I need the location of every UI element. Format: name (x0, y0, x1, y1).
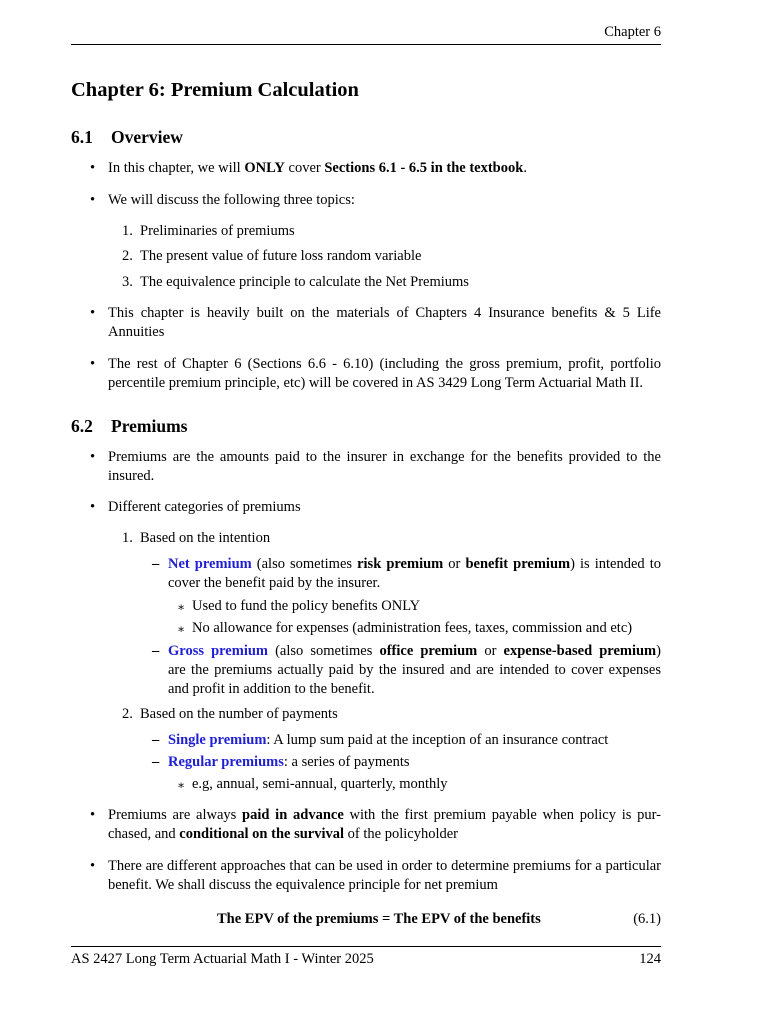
list-item: The present value of future loss random variable (140, 248, 422, 264)
bullet-icon: • (90, 858, 96, 874)
approaches-line2: benefit. We shall discuss the equivalence principle for net premium (108, 877, 498, 893)
list-number: 1. (122, 530, 133, 546)
bullet-icon: • (90, 807, 96, 823)
section-heading-overview (71, 127, 183, 148)
star-bullet-icon: ∗ (177, 778, 186, 792)
bullet-icon: • (90, 356, 96, 372)
list-number: 3. (122, 274, 133, 290)
page-number: 124 (639, 951, 661, 967)
category-payments: Based on the number of payments (140, 706, 338, 722)
net-premium-line1: Net premium (also sometimes risk premium or benefit premium) is intended to (168, 556, 661, 572)
bullet-icon: • (90, 449, 96, 465)
gross-premium-line1: Gross premium (also sometimes office premium or expense-based premium) (168, 643, 661, 659)
net-premium-line2: cover the benefit paid by the insurer. (168, 575, 381, 591)
advance-payment-line1: Premiums are always paid in advance with the first premium payable when policy is pur- (108, 807, 661, 823)
regular-premiums-line: Regular premiums: a series of payments (168, 754, 410, 770)
bullet-icon: • (90, 499, 96, 515)
overview-bullet-rest-line1: The rest of Chapter 6 (Sections 6.6 - 6.10) (including the gross premium, profit, portfolio (108, 356, 661, 372)
gross-premium-term: Gross premium (168, 643, 268, 659)
premiums-definition-line2: insured. (108, 468, 155, 484)
header-rule (71, 44, 661, 45)
bullet-icon: • (90, 305, 96, 321)
premiums-categories: Different categories of premiums (108, 499, 301, 515)
overview-bullet-rest-line2: percentile premium principle, etc) will be covered in AS 3429 Long Term Actuarial Math II. (108, 375, 644, 391)
star-bullet-icon: ∗ (177, 622, 186, 636)
star-bullet-icon: ∗ (177, 600, 186, 614)
bullet-icon: • (90, 160, 96, 176)
chapter-title: Chapter 6: Premium Calculation (71, 79, 359, 101)
bullet-icon: • (90, 192, 96, 208)
premiums-definition-line1: Premiums are the amounts paid to the insurer in exchange for the benefits provided to the (108, 449, 661, 465)
advance-payment-line2: chased, and conditional on the survival of the policyholder (108, 826, 458, 842)
net-premium-sub-2: No allowance for expenses (administration fees, taxes, commission and etc) (192, 620, 633, 636)
net-premium-sub-1: Used to fund the policy benefits ONLY (192, 598, 421, 614)
regular-premiums-term: Regular premiums (168, 754, 284, 770)
section-title: Overview (111, 127, 183, 147)
footer-rule (71, 946, 661, 947)
overview-bullet-prereq-line1: This chapter is heavily built on the materials of Chapters 4 Insurance benefits & 5 Life (108, 305, 661, 321)
dash-icon: – (152, 556, 160, 572)
gross-premium-line3: and profit in addition to the benefit. (168, 681, 375, 697)
category-intention: Based on the intention (140, 530, 271, 546)
single-premium-line: Single premium: A lump sum paid at the inception of an insurance contract (168, 732, 609, 748)
regular-premiums-sub: e.g, annual, semi-annual, quarterly, monthly (192, 776, 448, 792)
dash-icon: – (152, 732, 160, 748)
section-title: Premiums (111, 416, 188, 436)
overview-bullet-scope: In this chapter, we will ONLY cover Sections 6.1 - 6.5 in the textbook. (108, 160, 527, 176)
running-header: Chapter 6 (604, 24, 661, 40)
equivalence-equation: The EPV of the premiums = The EPV of the benefits (217, 911, 541, 927)
page (71, 0, 661, 1024)
net-premium-term: Net premium (168, 556, 252, 572)
footer-course: AS 2427 Long Term Actuarial Math I - Winter 2025 (71, 951, 374, 967)
section-number: 6.2 (71, 416, 93, 436)
list-number: 1. (122, 223, 133, 239)
section-heading-premiums (71, 416, 187, 437)
dash-icon: – (152, 754, 160, 770)
overview-bullet-topics: We will discuss the following three topics: (108, 192, 355, 208)
list-number: 2. (122, 706, 133, 722)
dash-icon: – (152, 643, 160, 659)
gross-premium-line2: are the premiums actually paid by the insured and are intended to cover expenses (168, 662, 661, 678)
equation-number: (6.1) (633, 911, 661, 927)
overview-bullet-prereq-line2: Annuities (108, 324, 165, 340)
section-number: 6.1 (71, 127, 93, 147)
single-premium-term: Single premium (168, 732, 267, 748)
list-item: Preliminaries of premiums (140, 223, 295, 239)
approaches-line1: There are different approaches that can be used in order to determine premiums for a particular (108, 858, 661, 874)
list-number: 2. (122, 248, 133, 264)
list-item: The equivalence principle to calculate the Net Premiums (140, 274, 469, 290)
